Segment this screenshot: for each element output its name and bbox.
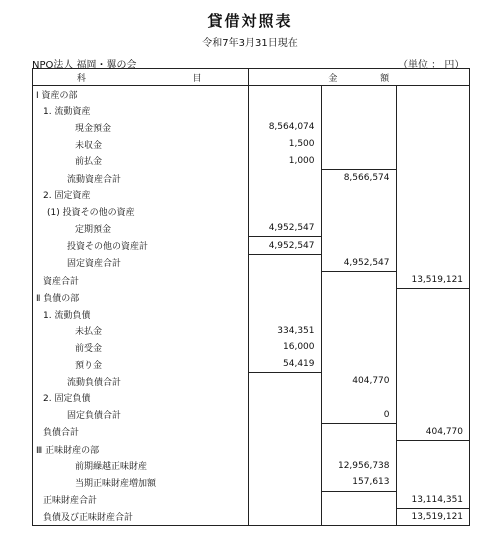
amount-cell-col2: 4,952,547 (321, 254, 396, 271)
row-label: 前期繰越正味財産 (33, 458, 248, 475)
amount-cell-col2 (321, 86, 396, 103)
amount-cell-col1 (248, 203, 321, 220)
amount-cell-col1 (248, 306, 321, 323)
amount-cell-col3: 13,114,351 (411, 494, 464, 505)
amount-cell-col1: 8,564,074 (248, 119, 321, 136)
table-row (33, 356, 469, 373)
amount-cell-col3 (396, 373, 469, 390)
amount-cell-col1: 334,351 (248, 322, 321, 339)
amount-cell-col3 (396, 440, 469, 457)
row-label: 負債及び正味財産合計 (33, 508, 248, 525)
row-label: 未払金 (33, 322, 248, 339)
table-row (33, 339, 469, 356)
table-row (33, 322, 469, 339)
row-label: 定期預金 (33, 220, 248, 237)
amount-cell-col3 (396, 136, 469, 153)
row-label: 資産合計 (33, 272, 248, 289)
amount-cell-col3 (396, 187, 469, 204)
amount-cell-col1 (248, 289, 321, 306)
unit-label: （単位 ： 円） (398, 60, 465, 71)
amount-cell-col2: 12,956,738 (321, 458, 396, 475)
table-row (33, 491, 469, 508)
table-row (33, 423, 469, 440)
amount-cell-col1 (248, 373, 321, 390)
amount-cell-col3 (396, 406, 469, 423)
amount-cell-col3 (396, 390, 469, 407)
amount-cell-col1 (248, 254, 321, 271)
amount-cell-col2 (321, 491, 396, 508)
amount-cell-col2 (321, 103, 396, 120)
amount-cell-col2 (321, 203, 396, 220)
table-body (33, 86, 469, 526)
amount-cell-col1: 16,000 (248, 339, 321, 356)
row-label: Ⅰ 資産の部 (33, 86, 248, 103)
amount-cell-col1 (248, 423, 321, 440)
row-label: (1) 投資その他の資産 (33, 203, 248, 220)
amount-cell-col2 (321, 339, 396, 356)
column-header-item: 科 目 (33, 69, 248, 86)
amount-cell-col3 (396, 169, 469, 186)
amount-cell-col3: 13,519,121 (411, 274, 464, 285)
amount-cell-col1 (248, 406, 321, 423)
amount-cell-col2: 157,613 (321, 474, 396, 491)
row-label: 預り金 (33, 356, 248, 373)
table-row (33, 152, 469, 169)
amount-cell-col2: 8,566,574 (321, 169, 396, 186)
amount-cell-col1 (248, 491, 321, 508)
amount-cell-col3 (396, 237, 469, 255)
amount-cell-col1 (248, 169, 321, 186)
table-row (33, 390, 469, 407)
amount-cell-col2 (321, 356, 396, 373)
amount-cell-col1 (248, 474, 321, 491)
amount-cell-col2 (321, 220, 396, 237)
table-row (33, 237, 469, 255)
amount-cell-col2 (321, 187, 396, 204)
row-label: 1. 流動負債 (33, 306, 248, 323)
amount-cell-col1 (248, 103, 321, 120)
amount-cell-col2 (321, 440, 396, 457)
amount-cell-col3 (396, 103, 469, 120)
row-label: 前受金 (33, 339, 248, 356)
amount-cell-col2 (321, 322, 396, 339)
table-row (33, 254, 469, 271)
table-row (33, 203, 469, 220)
organization-name: NPO法人 福岡・翼の会 (32, 60, 137, 71)
amount-cell-col2 (321, 152, 396, 169)
table-row (33, 406, 469, 423)
column-header-amount: 金 額 (248, 69, 469, 86)
row-label: 固定資産合計 (33, 254, 248, 271)
amount-cell-col1 (248, 508, 321, 525)
row-label: 前払金 (33, 152, 248, 169)
row-label: 固定負債合計 (33, 406, 248, 423)
row-label: 現金預金 (33, 119, 248, 136)
amount-cell-col3 (396, 458, 469, 475)
table-row (33, 119, 469, 136)
amount-cell-col3 (396, 152, 469, 169)
amount-cell-col2 (321, 136, 396, 153)
amount-cell-col1: 1,000 (248, 152, 321, 169)
row-label: 未収金 (33, 136, 248, 153)
table-header-row (33, 69, 469, 86)
amount-cell-col1: 4,952,547 (248, 237, 321, 255)
table-row (33, 289, 469, 306)
table-row (33, 474, 469, 491)
amount-cell-col1 (248, 440, 321, 457)
document-title: 貸借対照表 (207, 12, 293, 30)
table-row (33, 508, 469, 525)
amount-cell-col2 (321, 237, 396, 255)
amount-cell-col1: 4,952,547 (248, 220, 321, 237)
row-label: 流動負債合計 (33, 373, 248, 390)
table-row (33, 103, 469, 120)
amount-cell-col2: 0 (321, 406, 396, 423)
table-row (33, 458, 469, 475)
amount-cell-col1 (248, 272, 321, 289)
amount-cell-col2 (321, 390, 396, 407)
row-label: 当期正味財産増加額 (33, 474, 248, 491)
amount-cell-col1 (248, 390, 321, 407)
table-row (33, 136, 469, 153)
amount-cell-col3 (396, 86, 469, 103)
amount-cell-col3 (396, 119, 469, 136)
amount-cell-col2 (321, 119, 396, 136)
amount-cell-col3 (396, 289, 469, 306)
amount-cell-col1: 54,419 (248, 356, 321, 373)
amount-cell-col2 (321, 272, 396, 289)
amount-cell-col3 (396, 306, 469, 323)
row-label: 投資その他の資産計 (33, 237, 248, 255)
table-row (33, 373, 469, 390)
table-row (33, 86, 469, 103)
row-label: 2. 固定資産 (33, 187, 248, 204)
amount-cell-col3 (396, 356, 469, 373)
amount-cell-col2 (321, 306, 396, 323)
row-label: Ⅲ 正味財産の部 (33, 440, 248, 457)
as-of-date: 令和7年3月31日現在 (202, 38, 298, 49)
amount-cell-col2 (321, 508, 396, 525)
row-label: 2. 固定負債 (33, 390, 248, 407)
table-row (33, 306, 469, 323)
row-label: 正味財産合計 (33, 491, 248, 508)
row-label: Ⅱ 負債の部 (33, 289, 248, 306)
amount-cell-col1 (248, 187, 321, 204)
table-row (33, 169, 469, 186)
amount-cell-col3 (396, 254, 469, 271)
amount-cell-col3 (396, 203, 469, 220)
amount-cell-col1 (248, 86, 321, 103)
amount-cell-col3 (396, 339, 469, 356)
row-label: 流動資産合計 (33, 169, 248, 186)
amount-cell-col3: 404,770 (425, 426, 464, 437)
amount-cell-col3 (396, 322, 469, 339)
amount-cell-col2 (321, 289, 396, 306)
row-label: 負債合計 (33, 423, 248, 440)
balance-sheet-table (32, 68, 470, 526)
amount-cell-col2 (321, 423, 396, 440)
table-row (33, 220, 469, 237)
amount-cell-col2: 404,770 (321, 373, 396, 390)
amount-cell-col1 (248, 458, 321, 475)
table-row (33, 272, 469, 289)
table-row (33, 187, 469, 204)
table-row (33, 440, 469, 457)
amount-cell-col1: 1,500 (248, 136, 321, 153)
amount-cell-col3 (396, 474, 469, 491)
amount-cell-col3: 13,519,121 (396, 508, 469, 525)
amount-cell-col3 (396, 220, 469, 237)
row-label: 1. 流動資産 (33, 103, 248, 120)
